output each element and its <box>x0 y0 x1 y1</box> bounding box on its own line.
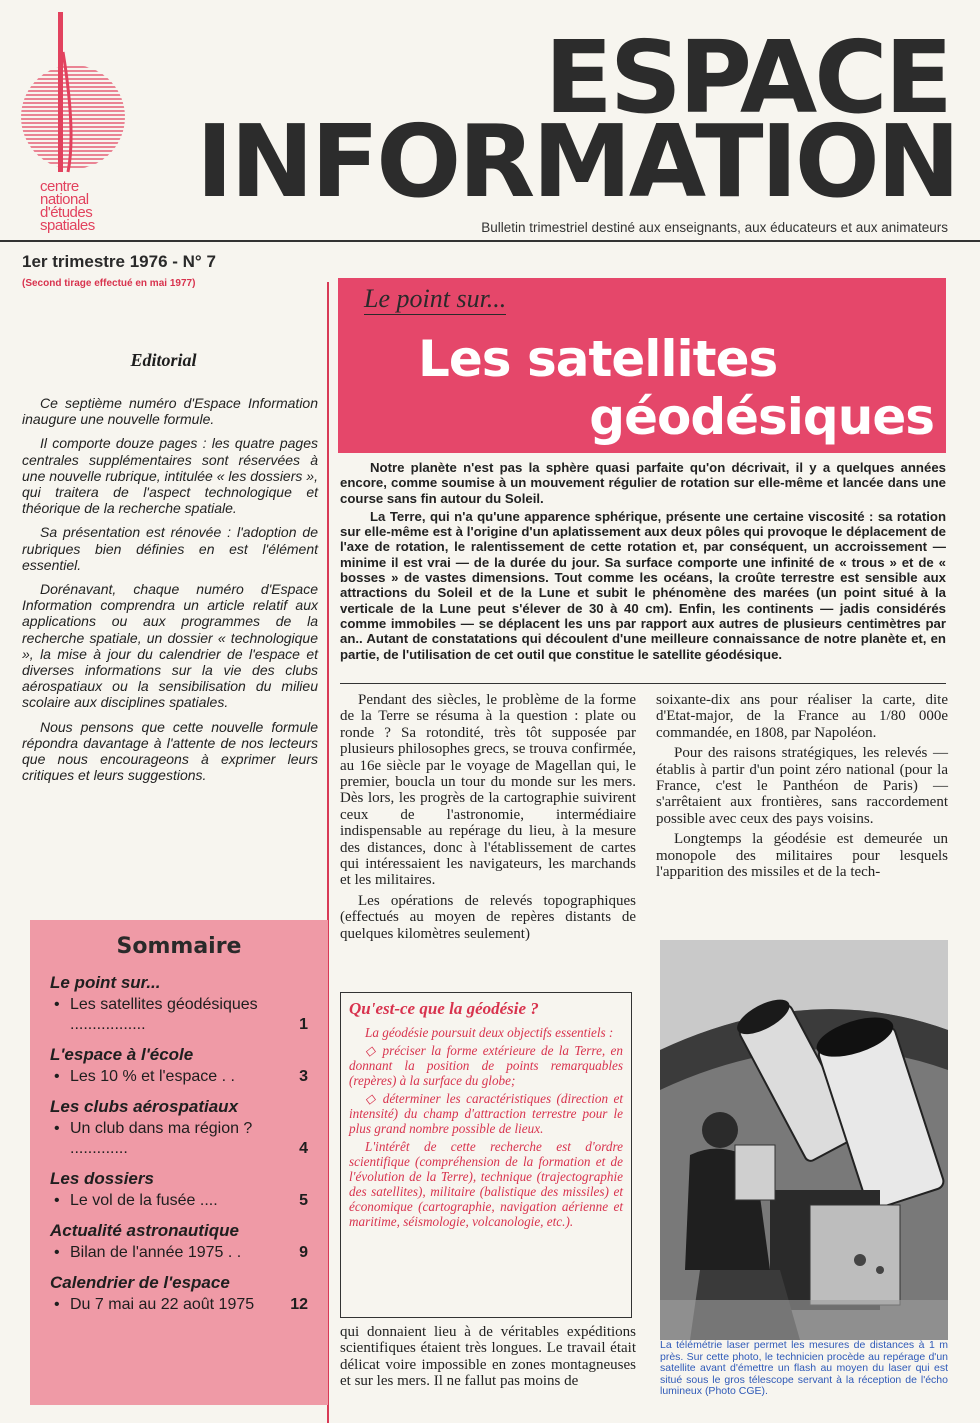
lead-rule <box>340 683 946 684</box>
sommaire-item-page: 9 <box>299 1244 308 1261</box>
sommaire-box <box>30 920 328 1405</box>
sommaire-section[interactable]: Le point sur... <box>50 973 161 992</box>
logo-text <box>40 180 130 232</box>
masthead-information: INFORMATION <box>196 103 958 220</box>
article-column-1 <box>340 692 636 946</box>
sommaire-item-page: 5 <box>299 1192 308 1209</box>
sommaire-item-page: 4 <box>299 1140 308 1157</box>
logo-line: d'études <box>40 204 93 221</box>
logo-line: spatiales <box>40 217 95 234</box>
editorial-paragraph: Dorénavant, chaque numéro d'Espace Information comprendra un article relatif aux applications ou aux programmes de la recherche spatiale, un dossier « technologique », la mise à jour du calendrier de l'espace et diverses informations sur la vie des clubs aérospatiaux ou la sensibilisation du milieu scolaire aux disciplines spatiales. <box>22 581 318 711</box>
sommaire-section[interactable]: Calendrier de l'espace <box>50 1273 230 1292</box>
sommaire-section[interactable]: Les clubs aérospatiaux <box>50 1097 239 1116</box>
issue-note: (Second tirage effectué en mai 1977) <box>22 278 196 289</box>
sommaire-section[interactable]: L'espace à l'école <box>50 1045 194 1064</box>
header-rule <box>0 240 980 242</box>
box-paragraph: L'intérêt de cette recherche est d'ordre scientifique (compréhension de la formation et de l'évolution de la Terre), technique (trajectographie des satellites), militaire (balistique des missiles) et économique (cartographie, navigation aérienne et maritime, séismologie, volcanologie, etc.). <box>349 1139 623 1229</box>
sommaire-item-label: Un club dans ma région ? ............. <box>70 1120 253 1157</box>
sommaire-item-label: Du 7 mai au 22 août 1975 <box>70 1296 255 1313</box>
editorial-paragraph: Ce septième numéro d'Espace Information inaugure une nouvelle formule. <box>22 395 318 428</box>
sommaire-item-label: Le vol de la fusée .... <box>70 1192 218 1209</box>
sommaire-item[interactable]: • Les 10 % et l'espace . . 3 <box>54 1068 308 1085</box>
sommaire-item-label: Les 10 % et l'espace . . <box>70 1068 235 1085</box>
logo-line: centre <box>40 178 79 195</box>
sommaire-item-page: 1 <box>299 1016 308 1033</box>
logo-line: national <box>40 191 89 208</box>
box-paragraph: La géodésie poursuit deux objectifs essentiels : <box>365 1025 614 1040</box>
box-paragraph: ◇ préciser la forme extérieure de la Terre, en donnant la position de points remarquables (repères) à la surface du globe; <box>349 1043 623 1088</box>
sommaire-item[interactable]: • Du 7 mai au 22 août 1975 12 <box>54 1296 308 1313</box>
sommaire-item-page: 12 <box>290 1296 308 1313</box>
body-paragraph: qui donnaient lieu à de véritables expéditions scientifiques étaient très longues. Le travail était délicat voire impossible en zones montagneuses et sur les mers. Il ne fallut pas moins de <box>340 1324 636 1390</box>
box-title: Qu'est-ce que la géodésie ? <box>349 999 539 1018</box>
article-headline: Les satellites <box>418 330 778 388</box>
article-column-2 <box>656 692 948 884</box>
body-paragraph: Longtemps la géodésie est demeurée un monopole des militaires pour lesquels l'apparition des missiles et de la tech- <box>656 831 948 881</box>
lead-paragraph: Notre planète n'est pas la sphère quasi parfaite qu'on décrivait, il y a quelques années encore, comme soumise à un mouvement régulier de rotation sur elle-même et lancée dans une course sans fin autour du Soleil. <box>340 460 946 506</box>
issue-line: 1er trimestre 1976 - N° 7 <box>22 252 216 271</box>
article-column-1-continued <box>340 1324 636 1394</box>
sommaire-section[interactable]: Les dossiers <box>50 1169 154 1188</box>
article-lead <box>340 460 946 665</box>
body-paragraph: Les opérations de relevés topographiques (effectués au moyen de repères distants de quelques kilomètres seulement) <box>340 892 636 942</box>
geodesie-box <box>340 992 632 1318</box>
body-paragraph: Pendant des siècles, le problème de la forme de la Terre se résuma à la question : plate ou ronde ? Sa rotondité, très tôt supposée par plusieurs philosophes grecs, se trouva confirmée, au 16e siècle par le voyage de Magellan qui, le premier, boucla un tour du monde sur les mers. Dès lors, les progrès de la cartographie suivirent ceux de l'astronomie, intermédiaire indispensable au repérage du lieu, à la mesure des distances, donc à l'établissement de cartes qui intéressaient les navigateurs, les marchands et les militaires. <box>340 692 636 889</box>
masthead-espace: ESPACE <box>544 19 950 136</box>
editorial-title: Editorial <box>130 350 197 370</box>
sommaire-item[interactable]: • Les satellites géodésiques ................. 1 <box>54 996 308 1033</box>
sommaire-title: Sommaire <box>116 934 242 959</box>
sommaire-item-page: 3 <box>299 1068 308 1085</box>
body-paragraph: Pour des raisons stratégiques, les relevés — établis à partir d'un point zéro national (pour la France, c'est le Panthéon de Paris) — s'arrêtaient aux frontières, sans raccordement possible avec ceux des pays voisins. <box>656 745 948 827</box>
editorial-paragraph: Il comporte douze pages : les quatre pages centrales supplémentaires sont réservées à une nouvelle rubrique, intitulée « les dossiers », qui traitera de l'aspect technologique et théorique de la recherche spatiale. <box>22 435 318 517</box>
article-banner <box>338 278 946 453</box>
sommaire-item[interactable]: • Un club dans ma région ? ............. 4 <box>54 1120 308 1157</box>
body-paragraph: soixante-dix ans pour réaliser la carte, dite d'Etat-major, de la France au 1/80 000e commandée, en 1808, par Napoléon. <box>656 692 948 741</box>
editorial-paragraph: Sa présentation est rénovée : l'adoption de rubriques bien définies en est l'élément essentiel. <box>22 524 318 573</box>
masthead-subtitle: Bulletin trimestriel destiné aux enseignants, aux éducateurs et aux animateurs <box>481 220 948 235</box>
sommaire-section[interactable]: Actualité astronautique <box>50 1221 239 1240</box>
box-paragraph: ◇ déterminer les caractéristiques (direction et intensité) du champ d'attraction terrestre pour le plus grand nombre possible de lieux. <box>349 1091 623 1136</box>
photo-caption: La télémétrie laser permet les mesures de distances à 1 m près. Sur cette photo, le technicien procède au repérage d'un satellite avant d'émettre un flash au moyen du laser qui est situé sous le gros télescope servant à la réception de l'écho lumineux (Photo CGE). <box>660 1339 948 1398</box>
editorial-body <box>22 395 318 791</box>
sommaire-item-label: Bilan de l'année 1975 . . <box>70 1244 242 1261</box>
article-headline: géodésiques <box>589 388 934 446</box>
article-kicker: Le point sur... <box>364 284 507 313</box>
telescope-photo <box>660 940 948 1340</box>
sommaire-item-label: Les satellites géodésiques ................. <box>70 996 258 1033</box>
sommaire-item[interactable]: • Le vol de la fusée .... 5 <box>54 1192 308 1209</box>
lead-paragraph: La Terre, qui n'a qu'une apparence sphérique, présente une certaine viscosité : sa rotation sur elle-même est à l'origine d'un aplatissement aux deux pôles qui provoque le déplacement de l'axe de rotation, le ralentissement de cette rotation et, par conséquent, un accroissement — minime il est vrai — de la durée du jour. Sa surface comporte une infinité de « trous » et de « bosses » de vastes dimensions. Tout comme les océans, la croûte terrestre est sensible aux attractions du Soleil et de la Lune et subit le phénomène des marées (un point situé à la verticale de la Lune peut s'élever de 30 à 40 cm). Enfin, les continents — jadis considérés comme immobiles — se déplacent les uns par rapport aux autres de plusieurs centimètres par an.. Autant de constatations qui découlent d'une meilleure connaissance de notre planète et, en partie, de l'utilisation de cet outil que constitue le satellite géodésique. <box>340 508 946 662</box>
sommaire-item[interactable]: • Bilan de l'année 1975 . . 9 <box>54 1244 308 1261</box>
editorial-paragraph: Nous pensons que cette nouvelle formule répondra davantage à l'attente de nos lecteurs que nous encourageons à exprimer leurs critiques et leurs suggestions. <box>22 718 318 784</box>
